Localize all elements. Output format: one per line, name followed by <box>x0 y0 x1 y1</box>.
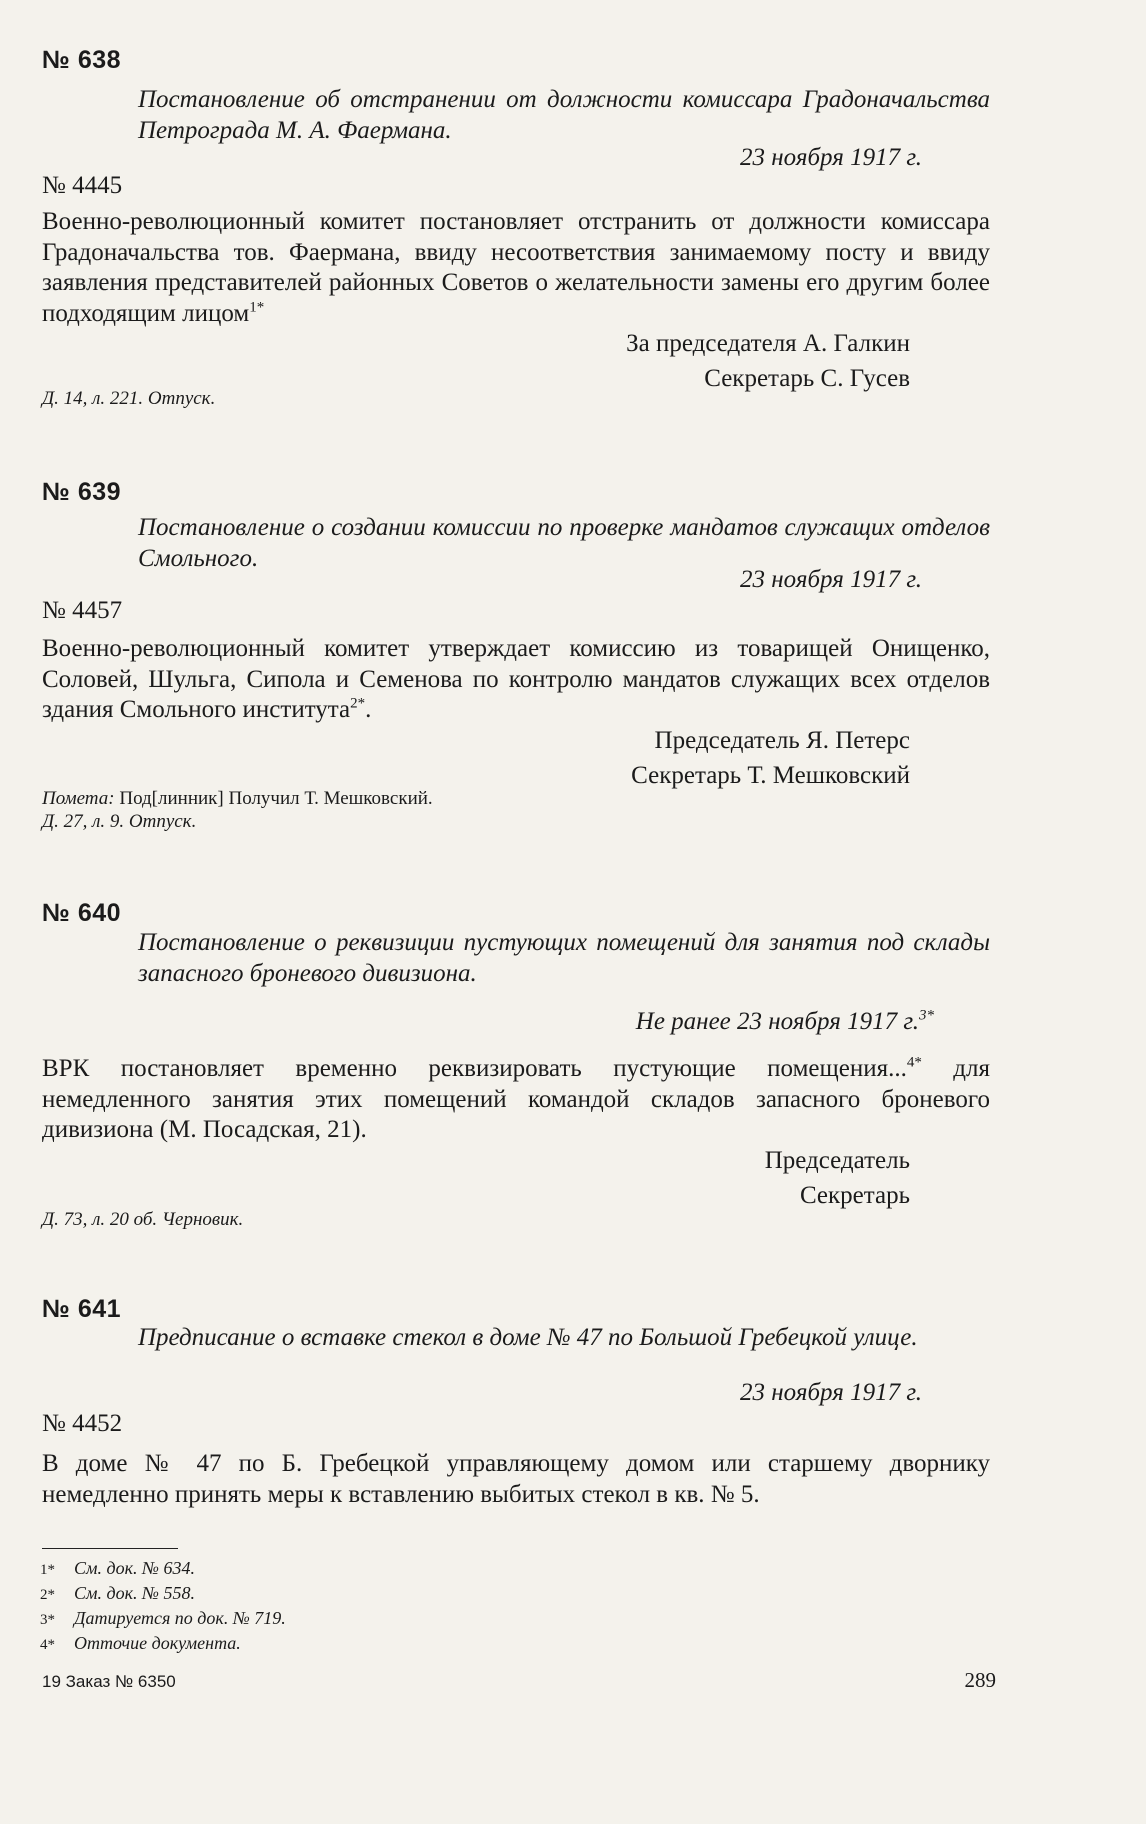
doc-639-date: 23 ноября 1917 г. <box>740 566 922 593</box>
signature-line: Секретарь <box>799 1182 910 1209</box>
footnote-ref-1[interactable]: 1* <box>249 299 265 316</box>
page-number: 289 <box>964 1668 996 1692</box>
footnote-text: Отточие документа. <box>74 1633 241 1653</box>
signature-line: Председатель Я. Петерс <box>654 727 910 754</box>
doc-638-archive-ref: Д. 14, л. 221. Отпуск. <box>42 388 216 409</box>
doc-639-body-text: Военно-революционный комитет утверждает комиссию из товарищей Онищенко, Соловей, Шульга, Сипола и Семенова по контролю мандатов служащих всех отделов здания Смольного института <box>42 635 990 723</box>
doc-641-date: 23 ноября 1917 г. <box>740 1379 922 1406</box>
doc-640-signatures <box>765 1143 910 1213</box>
signature-mark: 19 <box>42 1672 61 1691</box>
order-number: Заказ № 6350 <box>65 1672 176 1691</box>
signature-line: Секретарь Т. Мешковский <box>631 762 910 789</box>
signature-line: Председатель <box>764 1147 910 1174</box>
doc-639-note <box>42 786 433 811</box>
doc-640-number: № 640 <box>42 899 122 927</box>
doc-640-date-text: Не ранее 23 ноября 1917 г. <box>635 1008 919 1035</box>
printer-order-line <box>42 1672 176 1692</box>
footnote-mark: 2* <box>40 1587 55 1603</box>
doc-639-reg-number: № 4457 <box>42 597 123 624</box>
doc-639-title: Постановление о создании комиссии по проверке мандатов служащих отделов Смольного. <box>138 514 990 572</box>
footnote-ref-3[interactable]: 3* <box>919 1007 934 1024</box>
doc-640-date <box>636 1008 934 1036</box>
footnote-3 <box>40 1608 286 1629</box>
doc-639-signatures <box>631 723 910 793</box>
doc-638-number: № 638 <box>42 46 122 74</box>
footnote-text: См. док. № 634. <box>74 1558 195 1578</box>
doc-640-body-text-a: ВРК постановляет временно реквизировать пустующие помещения... <box>42 1055 907 1082</box>
footnote-text: См. док. № 558. <box>74 1583 195 1603</box>
doc-638-title: Постановление об отстранении от должности комиссара Градоначальства Петрограда М. А. Фаермана. <box>138 86 990 144</box>
footnote-1 <box>40 1558 195 1579</box>
doc-641-reg-number: № 4452 <box>42 1410 123 1437</box>
doc-638-reg-number: № 4445 <box>42 172 123 199</box>
doc-639-body <box>42 634 990 726</box>
doc-638-body-text: Военно-революционный комитет постановляет отстранить от должности комиссара Градоначальства тов. Фаермана, ввиду несоответствия занимаемому посту и ввиду заявления представителей районных Советов о желательности замены его другим более подходящим лицом <box>42 208 990 327</box>
note-text: Под[линник] Получил Т. Мешковский. <box>119 788 433 809</box>
doc-641-number: № 641 <box>42 1295 122 1323</box>
doc-641-title: Предписание о вставке стекол в доме № 47 по Большой Гребецкой улице. <box>138 1324 918 1351</box>
doc-641-body: В доме № 47 по Б. Гребецкой управляющему домом или старшему дворнику немедленно принять меры к вставлению выбитых стекол в кв. № 5. <box>42 1450 990 1508</box>
doc-639-body-end: . <box>365 696 372 723</box>
doc-640-body-text-b: для немедленного занятия этих помещений командой складов запасного броневого дивизиона (М. Посадская, 21). <box>42 1055 990 1143</box>
doc-639-archive-ref: Д. 27, л. 9. Отпуск. <box>42 811 197 832</box>
doc-638-body <box>42 207 990 329</box>
footnote-divider <box>42 1548 178 1549</box>
footnote-mark: 4* <box>40 1637 55 1653</box>
doc-640-body <box>42 1054 990 1146</box>
note-label: Помета: <box>42 788 115 809</box>
signature-line: За председателя А. Галкин <box>626 330 910 357</box>
footnote-2 <box>40 1583 195 1604</box>
signature-line: Секретарь С. Гусев <box>704 365 910 392</box>
footnote-ref-4[interactable]: 4* <box>906 1054 922 1071</box>
doc-639-number: № 639 <box>42 478 122 506</box>
footnote-4 <box>40 1633 241 1654</box>
footnote-ref-2[interactable]: 2* <box>350 695 366 712</box>
doc-640-title: Постановление о реквизиции пустующих помещений для занятия под склады запасного броневого дивизиона. <box>138 929 990 987</box>
doc-638-date: 23 ноября 1917 г. <box>740 144 922 171</box>
footnote-mark: 1* <box>40 1562 55 1578</box>
doc-640-archive-ref: Д. 73, л. 20 об. Черновик. <box>42 1209 244 1230</box>
footnote-mark: 3* <box>40 1612 55 1628</box>
doc-638-signatures <box>626 326 910 396</box>
footnote-text: Датируется по док. № 719. <box>74 1608 286 1628</box>
